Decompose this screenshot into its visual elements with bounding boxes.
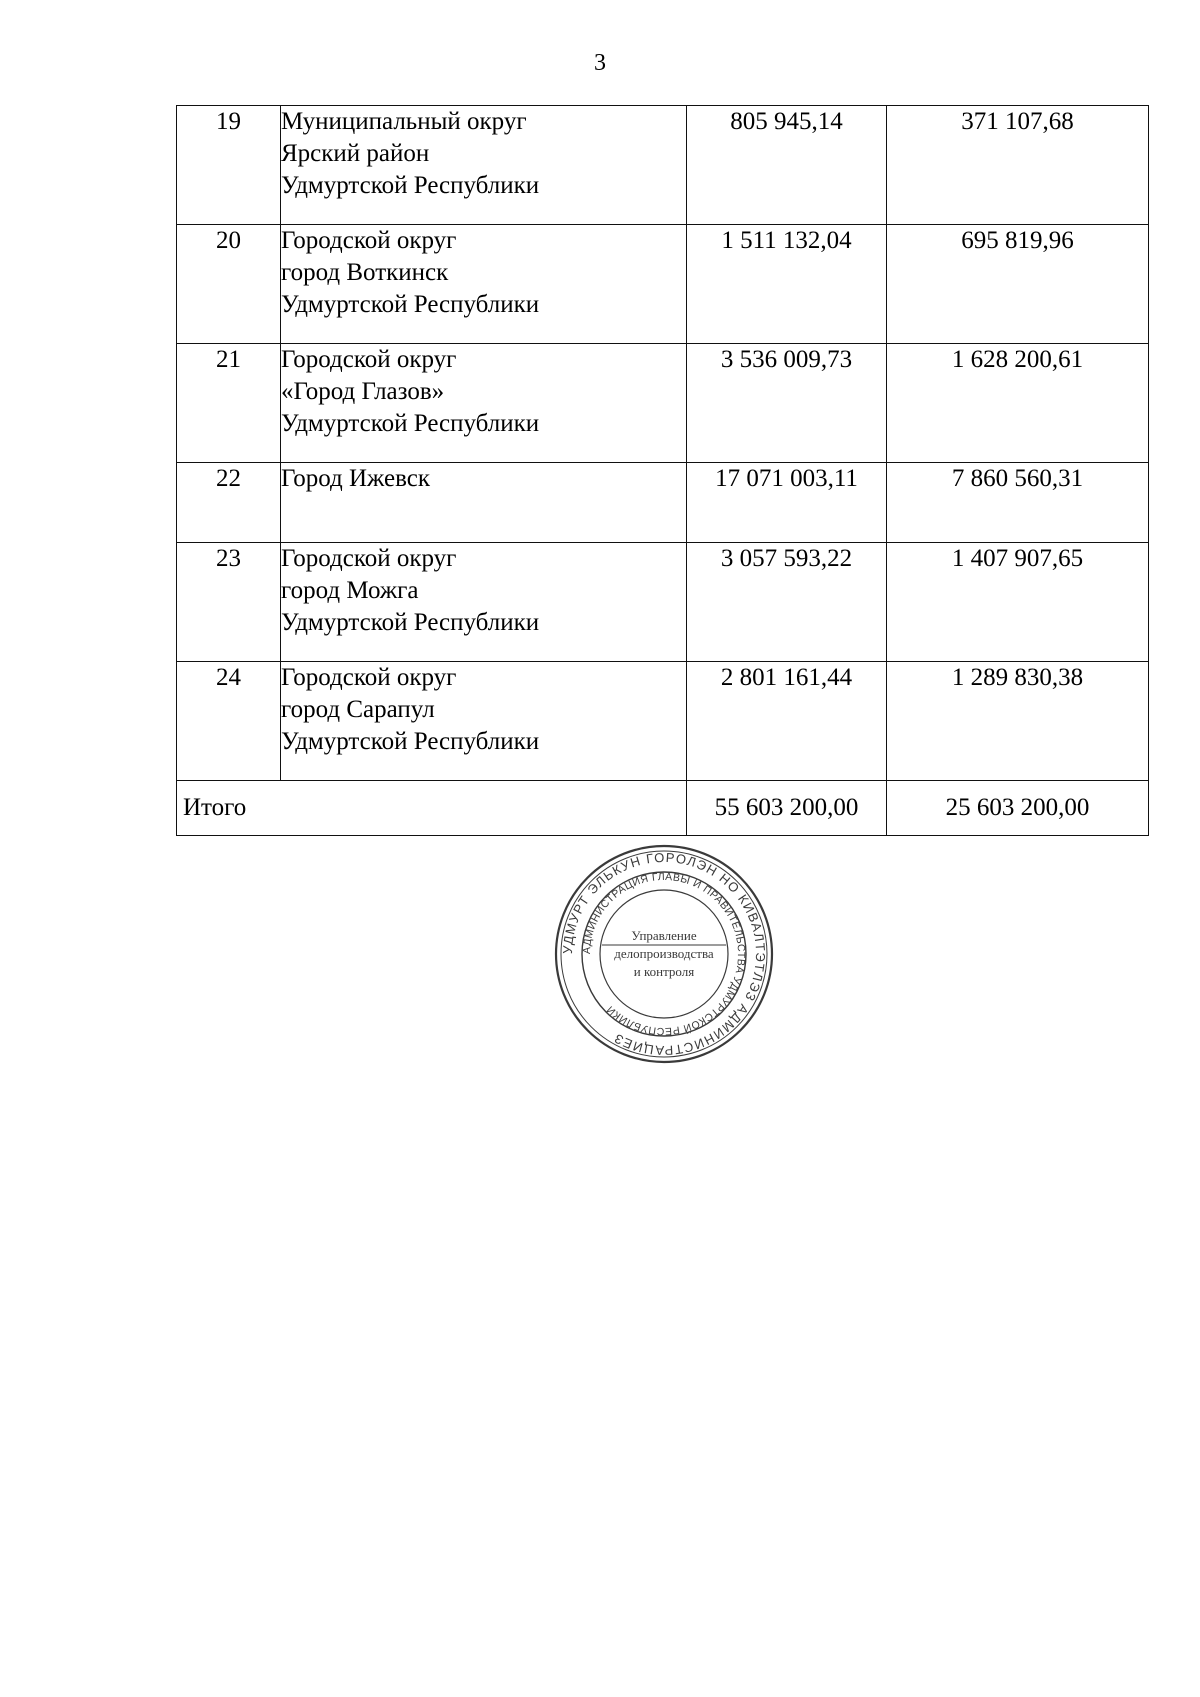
seal-line-1: Управление [631,928,697,943]
budget-table [176,105,1149,836]
municipality-name [281,225,687,344]
total-row [177,781,1149,836]
seal-outer-text: УДМУРТ ЭЛЬКУН ГОРОЛЭН НО КИВАЛТЭТЛЭЗ АДМИНИСТРАЦИЕЗ [559,849,769,1059]
municipality-name-line: Городской округ [281,545,457,572]
municipality-name-line: Городской округ [281,346,457,373]
row-number: 24 [177,662,281,781]
municipality-name-line: Удмуртской Республики [281,291,540,318]
seal-graphic [552,842,776,1066]
municipality-name [281,662,687,781]
page-number: 3 [594,50,606,76]
municipality-name-line: Муниципальный округ [281,108,527,135]
amount-col-2: 695 819,96 [887,225,1149,344]
row-number: 23 [177,543,281,662]
municipality-name [281,463,687,543]
table-row [177,662,1149,781]
official-seal [552,842,776,1066]
municipality-name [281,344,687,463]
amount-col-2: 371 107,68 [887,106,1149,225]
total-col-2: 25 603 200,00 [887,781,1149,836]
municipality-name-line: Удмуртской Республики [281,410,540,437]
amount-col-1: 1 511 132,04 [687,225,887,344]
total-col-1: 55 603 200,00 [687,781,887,836]
total-label: Итого [177,781,687,836]
amount-col-2: 1 289 830,38 [887,662,1149,781]
table-row [177,106,1149,225]
amount-col-1: 3 536 009,73 [687,344,887,463]
municipality-name-line: «Город Глазов» [281,378,445,405]
amount-col-1: 17 071 003,11 [687,463,887,543]
municipality-name-line: город Воткинск [281,259,449,286]
amount-col-1: 3 057 593,22 [687,543,887,662]
table-row [177,543,1149,662]
municipality-name-line: Удмуртской Республики [281,728,540,755]
municipality-name-line: Городской округ [281,227,457,254]
municipality-name-line: Городской округ [281,664,457,691]
municipality-name-line: город Можга [281,577,419,604]
seal-line-2: делопроизводства [614,946,714,961]
municipality-name-line: Удмуртской Республики [281,172,540,199]
budget-table-body [177,106,1149,836]
table-row [177,225,1149,344]
row-number: 21 [177,344,281,463]
amount-col-2: 1 628 200,61 [887,344,1149,463]
table-row [177,463,1149,543]
municipality-name-line: город Сарапул [281,696,435,723]
row-number: 20 [177,225,281,344]
row-number: 19 [177,106,281,225]
municipality-name-line: Город Ижевск [281,465,430,492]
seal-inner-text: АДМИНИСТРАЦИЯ ГЛАВЫ И ПРАВИТЕЛЬСТВА УДМУРТСКОЙ РЕСПУБЛИКИ [580,870,748,1038]
seal-line-3: и контроля [633,964,695,979]
municipality-name-line: Удмуртской Республики [281,609,540,636]
row-number: 22 [177,463,281,543]
municipality-name [281,106,687,225]
table-row [177,344,1149,463]
amount-col-2: 7 860 560,31 [887,463,1149,543]
amount-col-1: 2 801 161,44 [687,662,887,781]
amount-col-1: 805 945,14 [687,106,887,225]
municipality-name-line: Ярский район [281,140,430,167]
amount-col-2: 1 407 907,65 [887,543,1149,662]
municipality-name [281,543,687,662]
